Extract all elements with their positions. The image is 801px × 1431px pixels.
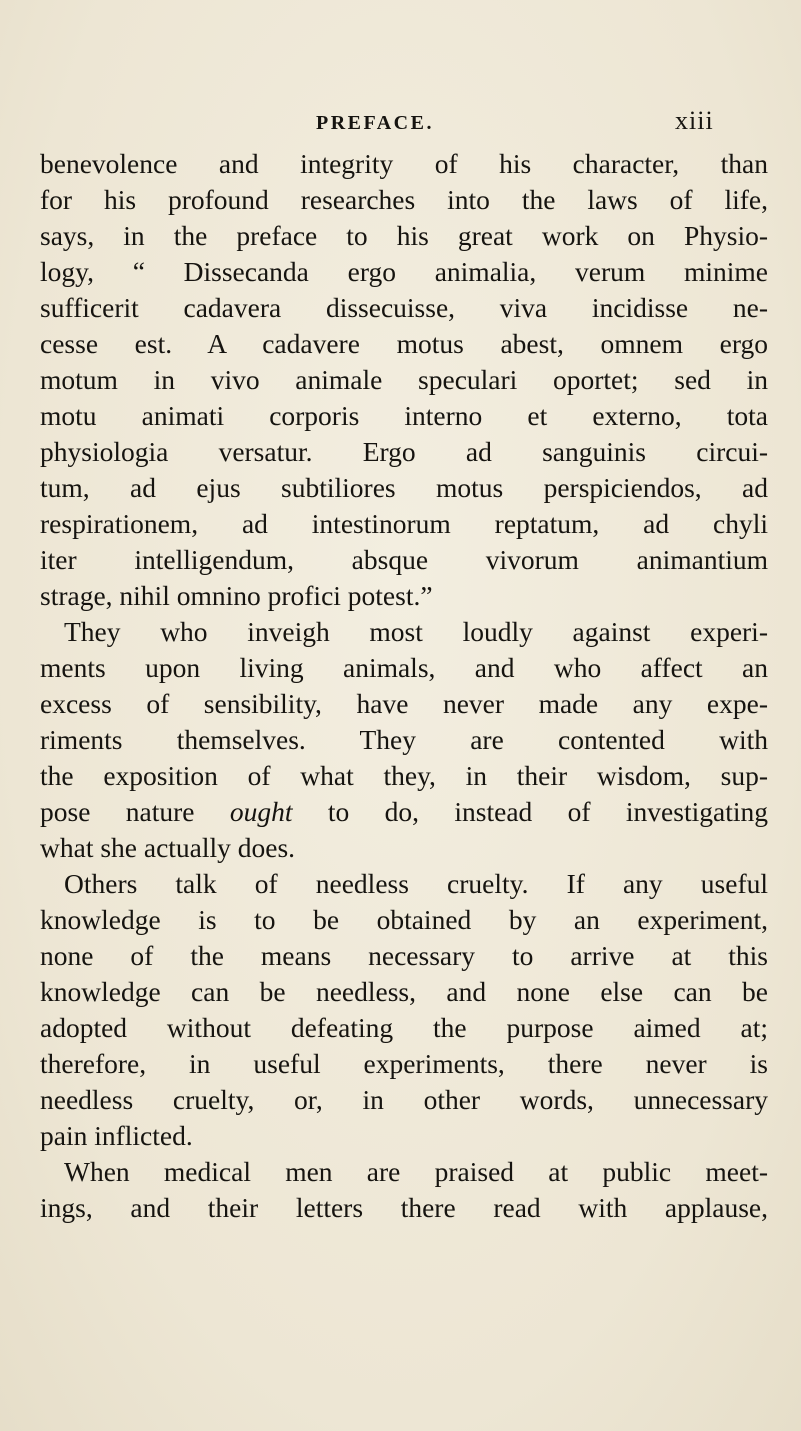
text-line: benevolence and integrity of his character, than — [40, 148, 768, 179]
text-line: cesse est. A cadavere motus abest, omnem ergo — [40, 328, 768, 359]
text-line: ings, and their letters there read with applause, — [40, 1192, 768, 1223]
paragraph-start-line: They who inveigh most loudly against experi- — [64, 616, 768, 647]
text-line: iter intelligendum, absque vivorum animantium — [40, 544, 768, 575]
text-line: respirationem, ad intestinorum reptatum, ad chyli — [40, 508, 768, 539]
text-line: says, in the preface to his great work on Physio- — [40, 220, 768, 251]
paragraph-start-line: Others talk of needless cruelty. If any useful — [64, 868, 768, 899]
text-line: pain inflicted. — [40, 1120, 193, 1151]
text-line: sufficerit cadavera dissecuisse, viva incidisse ne- — [40, 292, 768, 323]
text-line: none of the means necessary to arrive at this — [40, 940, 768, 971]
text-line: ments upon living animals, and who affect an — [40, 652, 768, 683]
italic-emphasis: ought — [229, 796, 293, 827]
text-line: needless cruelty, or, in other words, unnecessary — [40, 1084, 768, 1115]
text-line — [40, 794, 768, 830]
text-line: motu animati corporis interno et externo, tota — [40, 400, 768, 431]
text-line: adopted without defeating the purpose aimed at; — [40, 1012, 768, 1043]
running-head-title: PREFACE. — [316, 112, 434, 134]
text-segment: to do, instead of investigating — [292, 796, 768, 827]
paragraph-start-line: When medical men are praised at public meet- — [64, 1156, 768, 1187]
text-line: riments themselves. They are contented with — [40, 724, 768, 755]
text-line: physiologia versatur. Ergo ad sanguinis circui- — [40, 436, 768, 467]
text-line: knowledge is to be obtained by an experiment, — [40, 904, 768, 935]
text-line: knowledge can be needless, and none else can be — [40, 976, 768, 1007]
text-segment: pose nature — [40, 796, 230, 827]
text-line: excess of sensibility, have never made any expe- — [40, 688, 768, 719]
text-line: what she actually does. — [40, 832, 296, 863]
text-line: therefore, in useful experiments, there never is — [40, 1048, 768, 1079]
text-line: for his profound researches into the laws of life, — [40, 184, 768, 215]
page-number: xiii — [675, 106, 714, 135]
text-line: tum, ad ejus subtiliores motus perspiciendos, ad — [40, 472, 768, 503]
text-line: motum in vivo animale speculari oportet; sed in — [40, 364, 768, 395]
text-line: strage, nihil omnino profici potest.” — [40, 580, 433, 611]
text-line: the exposition of what they, in their wisdom, sup- — [40, 760, 768, 791]
text-line: logy, “ Dissecanda ergo animalia, verum minime — [40, 256, 768, 287]
running-head — [0, 104, 801, 140]
